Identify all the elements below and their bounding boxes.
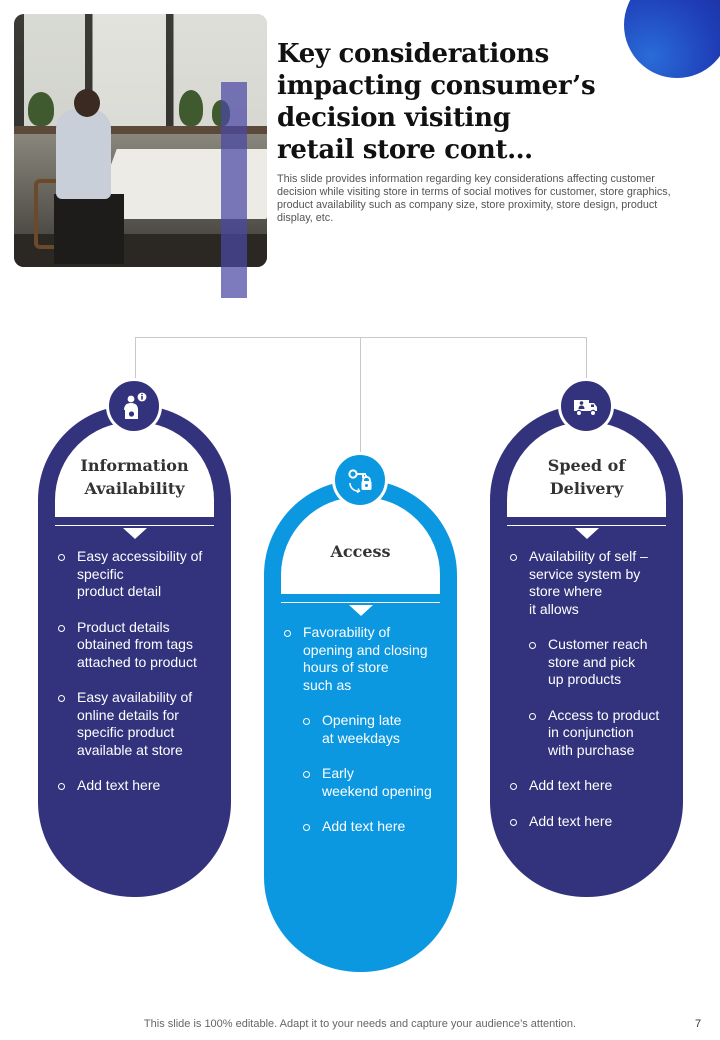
bullet-list-access	[283, 624, 455, 854]
connector-horizontal	[135, 337, 587, 338]
list-item: Favorability of opening and closing hours of store such as	[283, 624, 455, 694]
list-item: Easy availability of online details for specific product available at store	[57, 689, 227, 759]
card-title: Speed of Delivery	[547, 456, 626, 498]
list-item: Add text here	[509, 813, 681, 831]
card-title: Access	[330, 542, 391, 561]
card-divider	[55, 525, 214, 526]
card-notch	[575, 528, 599, 539]
footer-note: This slide is 100% editable. Adapt it to your needs and capture your audience’s attention.	[143, 1018, 577, 1030]
list-item: Opening late at weekdays	[302, 712, 455, 747]
card-divider	[281, 602, 440, 603]
key-lock-icon	[332, 452, 388, 508]
page-number: 7	[695, 1018, 702, 1030]
list-item: Product details obtained from tags attached to product	[57, 619, 227, 672]
card-divider	[507, 525, 666, 526]
list-item: Access to product in conjunction with purchase	[528, 707, 681, 760]
list-item: Add text here	[509, 777, 681, 795]
list-item: Customer reach store and pick up products	[528, 636, 681, 689]
connector-middle	[360, 337, 361, 467]
list-item: Early weekend opening	[302, 765, 455, 800]
card-title: Information Availability	[80, 456, 189, 498]
accent-bar	[221, 82, 247, 298]
list-item: Availability of self – service system by store where it allows	[509, 548, 681, 618]
delivery-truck-icon	[558, 378, 614, 434]
page-description: This slide provides information regarding key considerations affecting customer decision while visiting store in terms of social motives for customer, store graphics, product availability such as company size, store proximity, store design, product display, etc.	[277, 173, 671, 224]
page-title: Key considerations impacting consumer’s decision visiting retail store cont…	[277, 39, 596, 165]
card-notch	[123, 528, 147, 539]
bullet-list-information-availability	[57, 548, 227, 813]
list-item: Add text here	[57, 777, 227, 795]
list-item: Easy accessibility of specific product detail	[57, 548, 227, 601]
presenter-desk-info-icon	[106, 378, 162, 434]
corner-decoration	[624, 0, 720, 78]
list-item: Add text here	[302, 818, 455, 836]
card-notch	[349, 605, 373, 616]
bullet-list-speed-of-delivery	[509, 548, 681, 848]
